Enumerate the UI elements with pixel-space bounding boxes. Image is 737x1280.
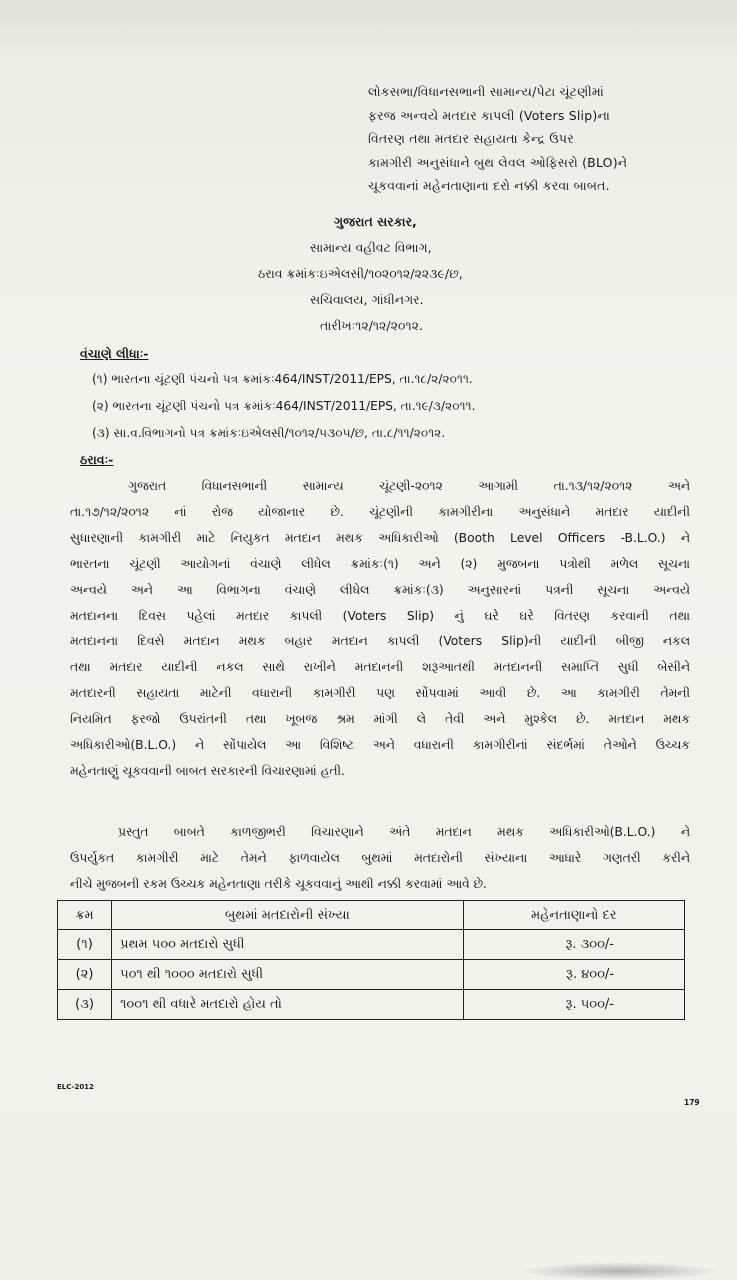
row-voter-range: પ્રથમ ૫૦૦ મતદારો સુધી bbox=[112, 930, 463, 960]
resolution-date: તારીખઃ૧૨/૧૨/૨૦૧૨. bbox=[320, 318, 423, 333]
header-rate: મહેનતાણાનો દર bbox=[463, 901, 684, 930]
table-row bbox=[58, 990, 685, 1020]
paragraph-line: અન્વયે અને આ વિભાગના વંચાણે લીધેલ ક્રમાંકઃ(૩) અનુસારનાં પત્રની સૂચના અન્વયે bbox=[70, 582, 690, 597]
scan-shadow bbox=[0, 0, 737, 60]
issuer-department: સામાન્ય વહીવટ વિભાગ, bbox=[310, 240, 432, 255]
subject-line: વિતરણ તથા મતદાર સહાયતા કેન્દ્ર ઉપર bbox=[368, 131, 574, 146]
row-voter-range: ૫૦૧ થી ૧૦૦૦ મતદારો સુધી bbox=[112, 960, 463, 990]
subject-block bbox=[368, 80, 698, 198]
row-serial: (૧) bbox=[58, 930, 112, 960]
footer-code: ELC-2012 bbox=[57, 1083, 94, 1091]
header-voter-count: બુથમાં મતદારોની સંખ્યા bbox=[112, 901, 463, 930]
paragraph-line: મતદાનના દિવસે મતદાન મથક બહાર મતદાન કાપલી (Voters Slip)ની યાદીની બીજી નકલ bbox=[70, 634, 690, 649]
paragraph-line: તા.૧૭/૧૨/૨૦૧૨ નાં રોજ યોજાનાર છે. ચૂંટણીની કામગીરીના અનુસંધાને મતદાર યાદીની bbox=[70, 504, 690, 519]
subject-line: ફરજ અન્વયે મતદાર કાપલી (Voters Slip)ના bbox=[368, 107, 611, 123]
resolution-heading: ઠરાવઃ- bbox=[80, 452, 114, 467]
honorarium-rate-table bbox=[57, 900, 685, 1020]
resolution-paragraph-1 bbox=[70, 474, 690, 785]
subject-line: ચૂકવવાનાં મહેનતાણાના દરો નક્કી કરવા બાબત. bbox=[368, 178, 610, 193]
paragraph-line: અધિકારીઓ(B.L.O.) ને સોંપાયેલ આ વિશિષ્ટ અને વધારાની કામગીરીનાં સંદર્ભમાં તેઓને ઉચ્ચક bbox=[70, 738, 690, 753]
issuer-government: ગુજરાત સરકાર, bbox=[334, 214, 417, 229]
paragraph-line: ભારતના ચૂંટણી આયોગનાં વંચાણે લીધેલ ક્રમાંકઃ(૧) અને (૨) મુજબના પત્રોથી મળેલ સૂચના bbox=[70, 556, 690, 571]
row-rate: રૂ. ૫૦૦/- bbox=[463, 990, 684, 1020]
paragraph-line: ઉપર્યુકત કામગીરી માટે તેમને ફાળવાયેલ બુથમાં મતદારોની સંખ્યાના આધારે ગણતરી કરીને bbox=[70, 850, 690, 865]
paragraph-line: નીચે મુજબની રકમ ઉચ્ચક મહેનતાણા તરીકે ચૂકવવાનું આથી નક્કી કરવામાં આવે છે. bbox=[70, 876, 487, 891]
row-serial: (૨) bbox=[58, 960, 112, 990]
subject-line: કામગીરી અનુસંધાને બુથ લેવલ ઓફિસરો (BLO)ને bbox=[368, 154, 628, 170]
reference-item: (૨) ભારતના ચૂંટણી પંચનો પત્ર ક્રમાંકઃ464/INST/2011/EPS, તા.૧૯/૩/૨૦૧૧. bbox=[92, 399, 476, 413]
paragraph-line: પ્રસ્તુત બાબતે કાળજીભરી વિચારણાને અંતે મતદાન મથક અધિકારીઓ(B.L.O.) ને bbox=[118, 825, 690, 839]
reference-item: (૧) ભારતના ચૂંટણી પંચનો પત્ર ક્રમાંકઃ464/INST/2011/EPS, તા.૧૮/૨/૨૦૧૧. bbox=[92, 372, 473, 386]
header-serial: ક્રમ bbox=[58, 901, 112, 930]
read-heading: વંચાણે લીધાઃ- bbox=[80, 346, 149, 361]
paragraph-line: મતદારની સહાયતા માટેની વધારાની કામગીરી પણ સોંપવામાં આવી છે. આ કામગીરી તેમની bbox=[70, 686, 690, 701]
row-rate: રૂ. ૩૦૦/- bbox=[463, 930, 684, 960]
scan-artifact bbox=[520, 1262, 720, 1280]
table-row bbox=[58, 930, 685, 960]
paragraph-line: તથા મતદાર યાદીની નકલ સાથે રાખીને મતદાનની શરૂઆતથી મતદાનની સમાપ્તિ સુધી બેસીને bbox=[70, 660, 690, 675]
paragraph-line: મતદાનના દિવસ પહેલાં મતદાર કાપલી (Voters Slip) નું ઘરે ઘરે વિતરણ કરવાની તથા bbox=[70, 608, 690, 623]
resolution-paragraph-2 bbox=[70, 820, 690, 898]
paragraph-line: નિયમિત ફરજો ઉપરાંતની તથા ખૂબજ શ્રમ માંગી લે તેવી અને મુશ્કેલ છે. મતદાન મથક bbox=[70, 712, 690, 727]
row-voter-range: ૧૦૦૧ થી વધારે મતદારો હોય તો bbox=[112, 990, 463, 1020]
row-serial: (૩) bbox=[58, 990, 112, 1020]
paragraph-line: ગુજરાત વિધાનસભાની સામાન્ય ચૂંટણી-૨૦૧૨ આગામી તા.૧૩/૧૨/૨૦૧૨ અને bbox=[128, 479, 690, 493]
paragraph-line: સુધારણાની કામગીરી માટે નિયુકત મતદાન મથક અધિકારીઓ (Booth Level Officers -B.L.O.) ને bbox=[70, 530, 690, 545]
page-number: 179 bbox=[684, 1098, 700, 1107]
issuer-place: સચિવાલય, ગાંધીનગર. bbox=[310, 292, 424, 307]
subject-line: લોકસભા/વિધાનસભાની સામાન્ય/પેટા ચૂંટણીમાં bbox=[368, 84, 604, 99]
table-header-row bbox=[58, 901, 685, 930]
reference-item: (૩) સા.વ.વિભાગનો પત્ર ક્રમાંકઃઇએલસી/૧૦૧૨/૫૩૦૫/છ, તા.૮/૧૧/૨૦૧૨. bbox=[92, 426, 446, 440]
paragraph-line: મહેનતાણું ચૂકવવાની બાબત સરકારની વિચારણામાં હતી. bbox=[70, 763, 345, 778]
table-row bbox=[58, 960, 685, 990]
row-rate: રૂ. ૪૦૦/- bbox=[463, 960, 684, 990]
resolution-number: ઠરાવ ક્રમાંકઃઇએલસી/૧૦૨૦૧૨/૨૨૩૯/છ, bbox=[258, 266, 463, 281]
